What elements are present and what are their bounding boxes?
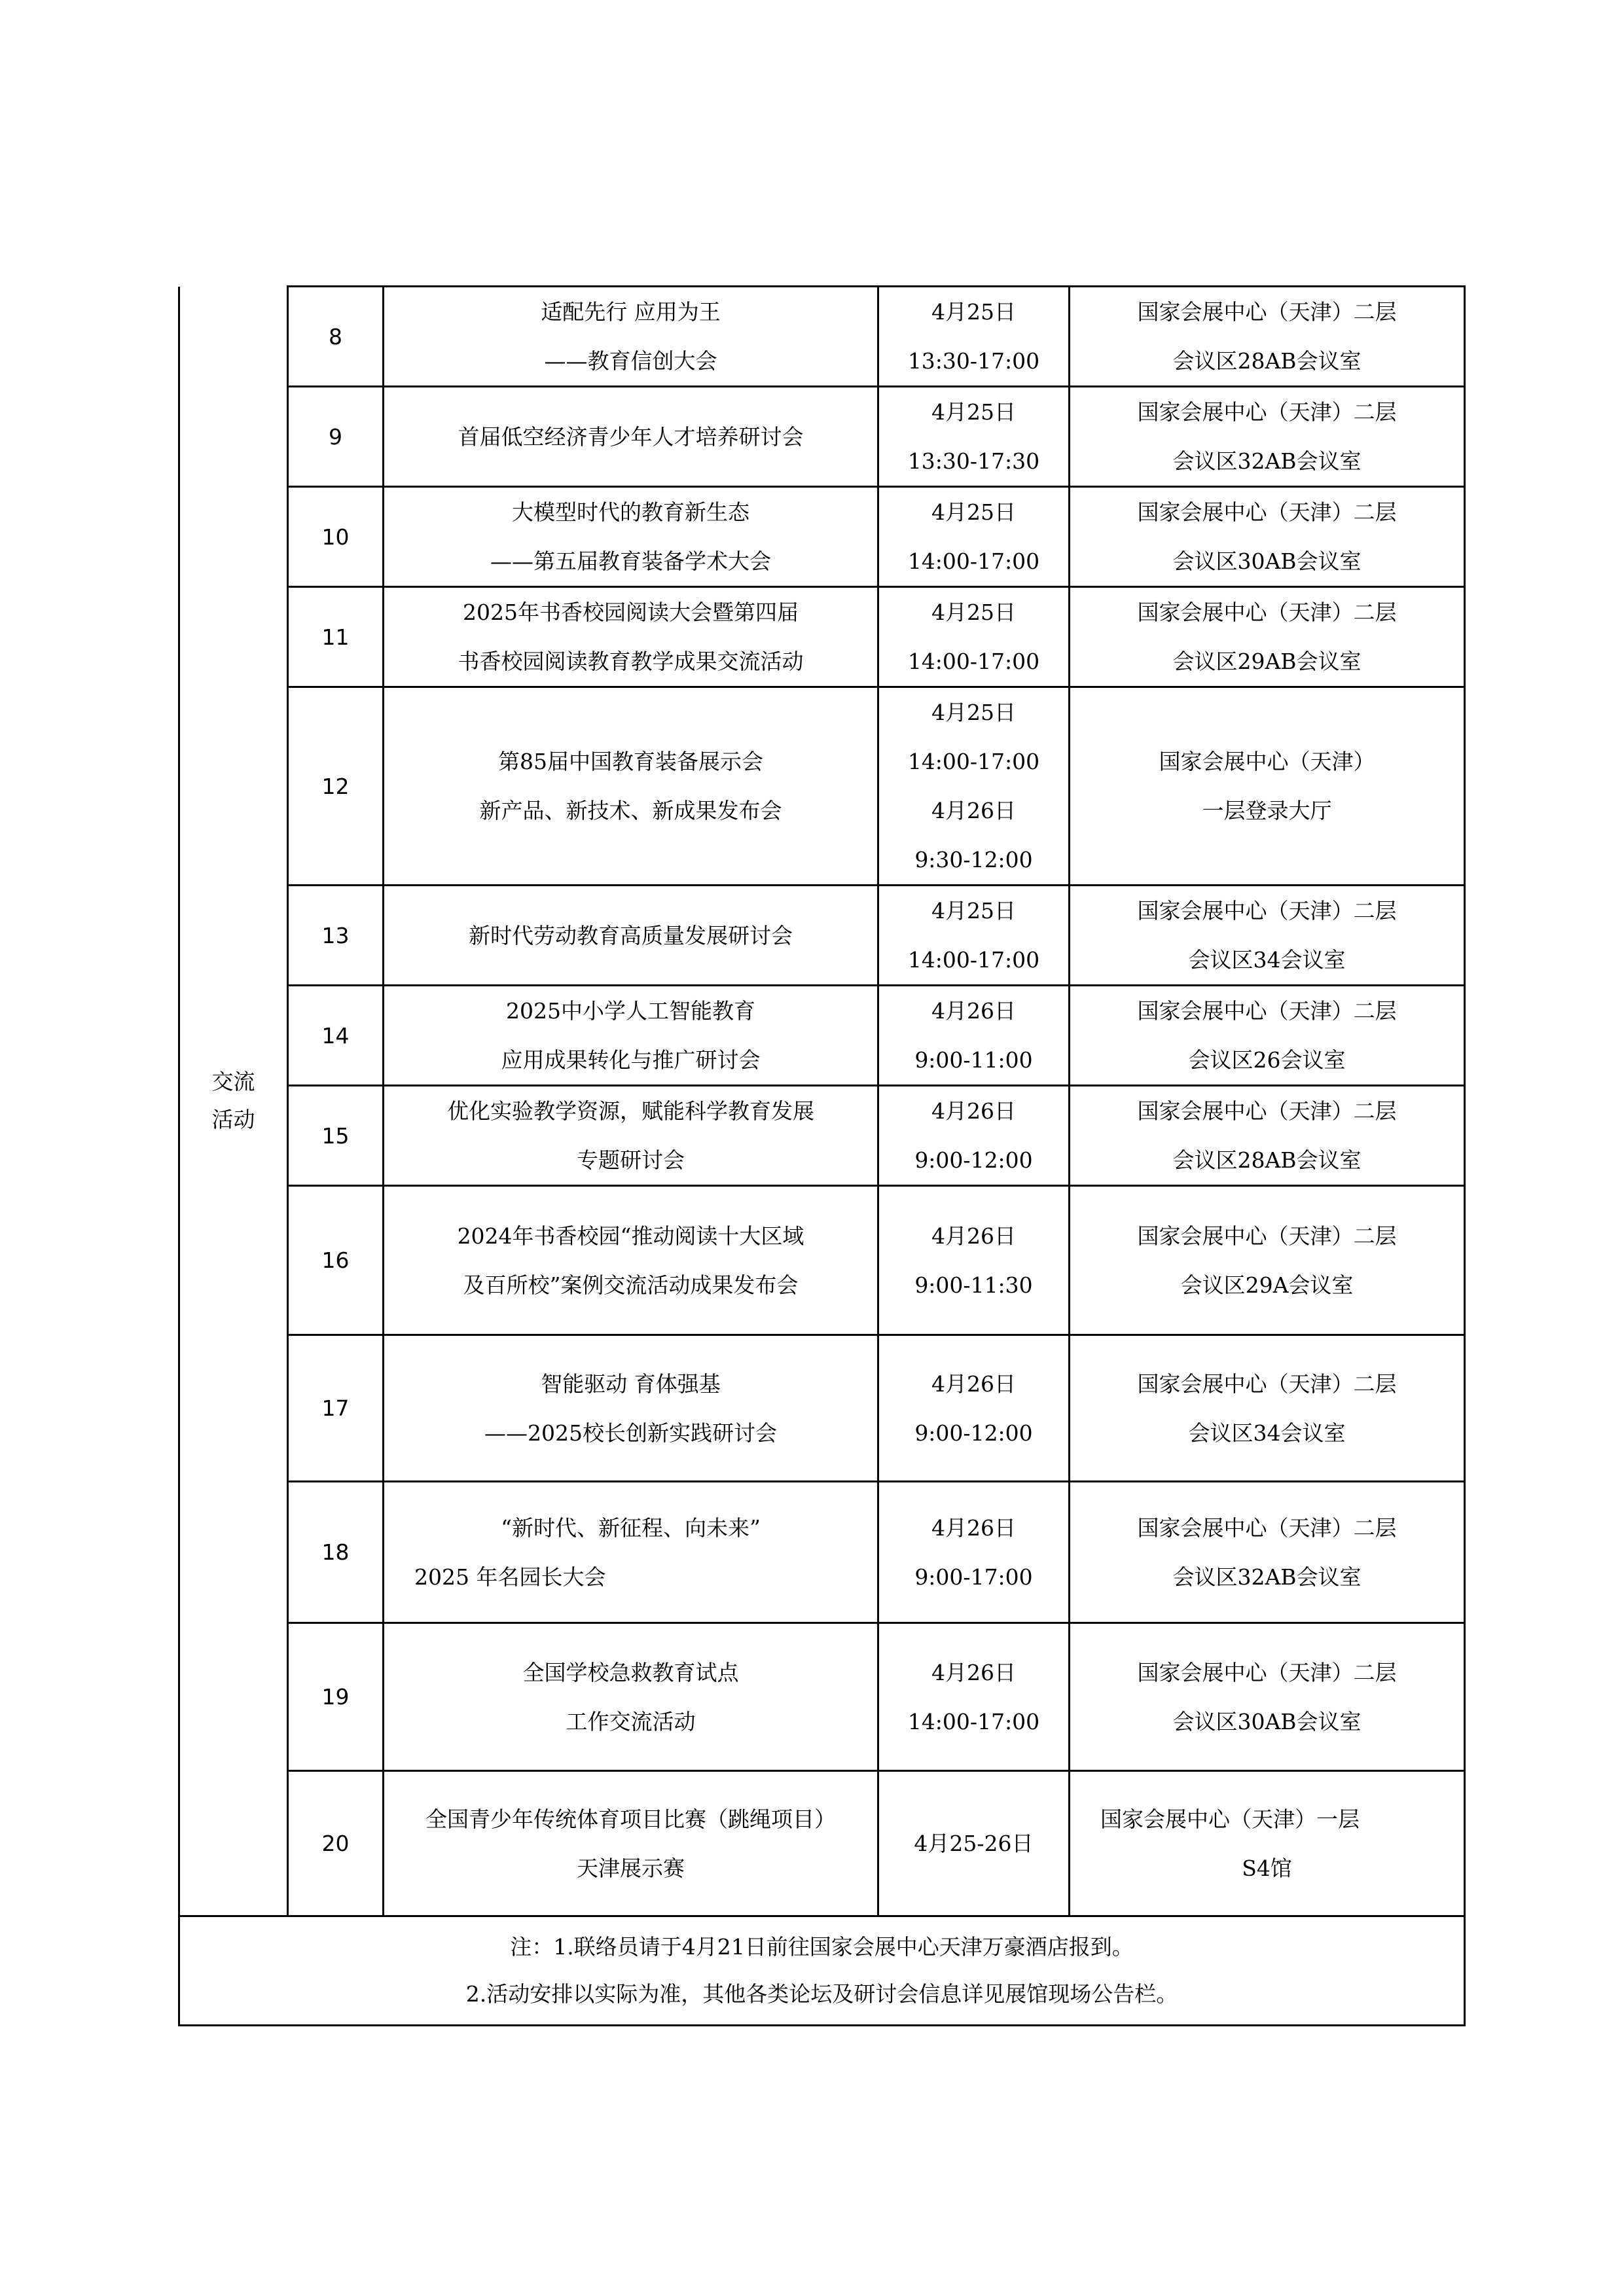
event-venue-line: 会议区29AB会议室 <box>1172 649 1362 674</box>
event-time-cell <box>878 487 1070 587</box>
event-venue-cell <box>1070 886 1465 986</box>
event-title-cell <box>384 687 878 886</box>
table-row <box>179 487 1465 587</box>
note-line: 注：1.联络员请于4月21日前往国家会展中心天津万豪酒店报到。 <box>510 1934 1134 1960</box>
event-time-line: 14:00-17:00 <box>907 947 1040 973</box>
row-number: 15 <box>288 1086 384 1186</box>
event-title-line: 智能驱动 育体强基 <box>541 1371 721 1397</box>
event-time-line: 4月26日 <box>931 1371 1016 1397</box>
event-venue-line: 会议区32AB会议室 <box>1172 448 1362 474</box>
row-number: 12 <box>288 687 384 886</box>
event-title-line: 新产品、新技术、新成果发布会 <box>479 798 782 823</box>
event-venue-cell <box>1070 986 1465 1086</box>
event-venue-line: S4馆 <box>1242 1855 1292 1881</box>
table-row <box>179 1482 1465 1623</box>
event-title-cell <box>384 1335 878 1482</box>
table-row <box>179 587 1465 687</box>
event-venue-line: 国家会展中心（天津）一层 <box>1100 1806 1360 1832</box>
table-row <box>179 1335 1465 1482</box>
event-title-line: 及百所校”案例交流活动成果发布会 <box>463 1272 799 1298</box>
event-time-line: 4月25日 <box>931 499 1016 525</box>
event-title-cell <box>384 1186 878 1335</box>
event-venue-line: 会议区30AB会议室 <box>1172 548 1362 574</box>
event-time-cell <box>878 1335 1070 1482</box>
event-time-cell <box>878 287 1070 387</box>
event-venue-line: 国家会展中心（天津）二层 <box>1137 1223 1397 1249</box>
event-time-line: 14:00-17:00 <box>907 1708 1040 1734</box>
event-venue-line: 会议区34会议室 <box>1188 947 1346 973</box>
event-title-cell <box>384 1771 878 1916</box>
event-time-line: 14:00-17:00 <box>907 749 1040 774</box>
event-title-line: 2025中小学人工智能教育 <box>506 998 755 1024</box>
event-time-line: 4月25日 <box>931 898 1016 924</box>
event-venue-line: 国家会展中心（天津）二层 <box>1137 998 1397 1024</box>
table-row <box>179 886 1465 986</box>
table-row <box>179 986 1465 1086</box>
event-time-line: 4月25日 <box>931 700 1016 725</box>
event-title-line: 应用成果转化与推广研讨会 <box>501 1047 761 1073</box>
event-title-line: 适配先行 应用为王 <box>541 299 721 325</box>
category-cell <box>179 287 288 1916</box>
event-time-line: 13:30-17:30 <box>907 448 1040 474</box>
event-title-line: ——教育信创大会 <box>544 348 717 374</box>
event-title-line: 2025 年名园长大会 <box>414 1564 606 1590</box>
table-row <box>179 387 1465 487</box>
event-title-line: 工作交流活动 <box>566 1708 696 1734</box>
row-number: 19 <box>288 1623 384 1771</box>
event-time-line: 9:00-12:00 <box>914 1420 1033 1446</box>
event-title-line: 第85届中国教育装备展示会 <box>498 749 763 774</box>
event-time-cell <box>878 587 1070 687</box>
row-number: 9 <box>288 387 384 487</box>
event-time-line: 4月26日 <box>931 798 1016 823</box>
event-venue-line: 国家会展中心（天津）二层 <box>1137 1098 1397 1124</box>
event-venue-cell <box>1070 1335 1465 1482</box>
event-venue-cell <box>1070 1771 1465 1916</box>
event-time-cell <box>878 387 1070 487</box>
event-time-cell <box>878 1482 1070 1623</box>
event-title-cell <box>384 986 878 1086</box>
event-time-line: 4月26日 <box>931 1098 1016 1124</box>
row-number: 17 <box>288 1335 384 1482</box>
event-time-line: 4月26日 <box>931 998 1016 1024</box>
event-title-line: 书香校园阅读教育教学成果交流活动 <box>458 649 804 674</box>
category-line: 交流 <box>211 1068 255 1094</box>
event-venue-line: 一层登录大厅 <box>1202 798 1332 823</box>
table-row <box>179 687 1465 886</box>
event-time-cell <box>878 1086 1070 1186</box>
event-venue-cell <box>1070 387 1465 487</box>
event-venue-line: 国家会展中心（天津）二层 <box>1137 399 1397 425</box>
event-venue-line: 国家会展中心（天津）二层 <box>1137 499 1397 525</box>
table-row <box>179 1771 1465 1916</box>
event-title-line: 全国学校急救教育试点 <box>522 1659 739 1685</box>
event-time-cell <box>878 986 1070 1086</box>
event-title-line: 优化实验教学资源，赋能科学教育发展 <box>447 1098 814 1124</box>
event-venue-cell <box>1070 487 1465 587</box>
event-time-line: 14:00-17:00 <box>907 548 1040 574</box>
event-time-line: 4月26日 <box>931 1223 1016 1249</box>
event-time-line: 9:00-11:00 <box>914 1047 1033 1073</box>
event-time-line: 4月25日 <box>931 399 1016 425</box>
event-time-line: 4月25日 <box>931 600 1016 625</box>
event-venue-cell <box>1070 287 1465 387</box>
notes-row <box>179 1916 1465 2026</box>
event-venue-cell <box>1070 1623 1465 1771</box>
event-title-line: “新时代、新征程、向未来” <box>501 1515 761 1541</box>
event-time-line: 4月25-26日 <box>914 1831 1034 1856</box>
event-title-line: 新时代劳动教育高质量发展研讨会 <box>469 922 793 948</box>
event-venue-line: 会议区30AB会议室 <box>1172 1708 1362 1734</box>
notes-cell <box>179 1916 1465 2026</box>
event-title-cell <box>384 487 878 587</box>
row-number: 18 <box>288 1482 384 1623</box>
event-title-cell <box>384 886 878 986</box>
row-number: 20 <box>288 1771 384 1916</box>
event-time-cell <box>878 687 1070 886</box>
event-time-line: 9:30-12:00 <box>914 847 1033 872</box>
event-title-cell <box>384 587 878 687</box>
event-title-cell <box>384 1482 878 1623</box>
event-venue-line: 国家会展中心（天津） <box>1159 749 1375 774</box>
event-venue-line: 会议区28AB会议室 <box>1172 348 1362 374</box>
schedule-table <box>178 285 1466 2026</box>
event-title-line: 专题研讨会 <box>577 1147 685 1173</box>
event-time-line: 9:00-12:00 <box>914 1147 1033 1173</box>
row-number: 10 <box>288 487 384 587</box>
table-row <box>179 1186 1465 1335</box>
event-time-line: 14:00-17:00 <box>907 649 1040 674</box>
event-venue-line: 国家会展中心（天津）二层 <box>1137 600 1397 625</box>
row-number: 11 <box>288 587 384 687</box>
event-title-line: ——第五届教育装备学术大会 <box>490 548 771 574</box>
event-venue-line: 国家会展中心（天津）二层 <box>1137 1659 1397 1685</box>
event-title-cell <box>384 287 878 387</box>
row-number: 8 <box>288 287 384 387</box>
event-title-line: 2025年书香校园阅读大会暨第四届 <box>463 600 799 625</box>
event-title-line: ——2025校长创新实践研讨会 <box>484 1420 777 1446</box>
event-time-line: 4月25日 <box>931 299 1016 325</box>
event-venue-line: 国家会展中心（天津）二层 <box>1137 1371 1397 1397</box>
event-venue-cell <box>1070 1086 1465 1186</box>
event-venue-line: 会议区34会议室 <box>1188 1420 1346 1446</box>
event-title-cell <box>384 1086 878 1186</box>
event-venue-line: 会议区28AB会议室 <box>1172 1147 1362 1173</box>
event-venue-cell <box>1070 1186 1465 1335</box>
event-venue-line: 国家会展中心（天津）二层 <box>1137 1515 1397 1541</box>
event-time-cell <box>878 1186 1070 1335</box>
event-time-line: 13:30-17:00 <box>907 348 1040 374</box>
event-title-line: 2024年书香校园“推动阅读十大区域 <box>457 1223 804 1249</box>
table-row <box>179 1086 1465 1186</box>
event-venue-line: 国家会展中心（天津）二层 <box>1137 299 1397 325</box>
event-venue-line: 会议区32AB会议室 <box>1172 1564 1362 1590</box>
event-venue-cell <box>1070 587 1465 687</box>
event-time-cell <box>878 1771 1070 1916</box>
event-venue-line: 会议区26会议室 <box>1188 1047 1346 1073</box>
event-time-cell <box>878 1623 1070 1771</box>
event-venue-cell <box>1070 687 1465 886</box>
event-title-line: 天津展示赛 <box>577 1855 685 1881</box>
event-venue-line: 国家会展中心（天津）二层 <box>1137 898 1397 924</box>
event-time-cell <box>878 886 1070 986</box>
event-venue-cell <box>1070 1482 1465 1623</box>
event-time-line: 4月26日 <box>931 1659 1016 1685</box>
event-title-line: 大模型时代的教育新生态 <box>512 499 749 525</box>
note-line: 2.活动安排以实际为准，其他各类论坛及研讨会信息详见展馆现场公告栏。 <box>465 1981 1178 2007</box>
event-title-line: 全国青少年传统体育项目比赛（跳绳项目） <box>425 1806 836 1832</box>
table-row <box>179 287 1465 387</box>
event-venue-line: 会议区29A会议室 <box>1180 1272 1354 1298</box>
event-title-cell <box>384 387 878 487</box>
event-time-line: 4月26日 <box>931 1515 1016 1541</box>
row-number: 14 <box>288 986 384 1086</box>
event-time-line: 9:00-11:30 <box>914 1272 1033 1298</box>
row-number: 13 <box>288 886 384 986</box>
event-time-line: 9:00-17:00 <box>914 1564 1033 1590</box>
event-title-cell <box>384 1623 878 1771</box>
event-title-line: 首届低空经济青少年人才培养研讨会 <box>458 423 804 450</box>
row-number: 16 <box>288 1186 384 1335</box>
table-row <box>179 1623 1465 1771</box>
category-line: 活动 <box>211 1106 255 1132</box>
